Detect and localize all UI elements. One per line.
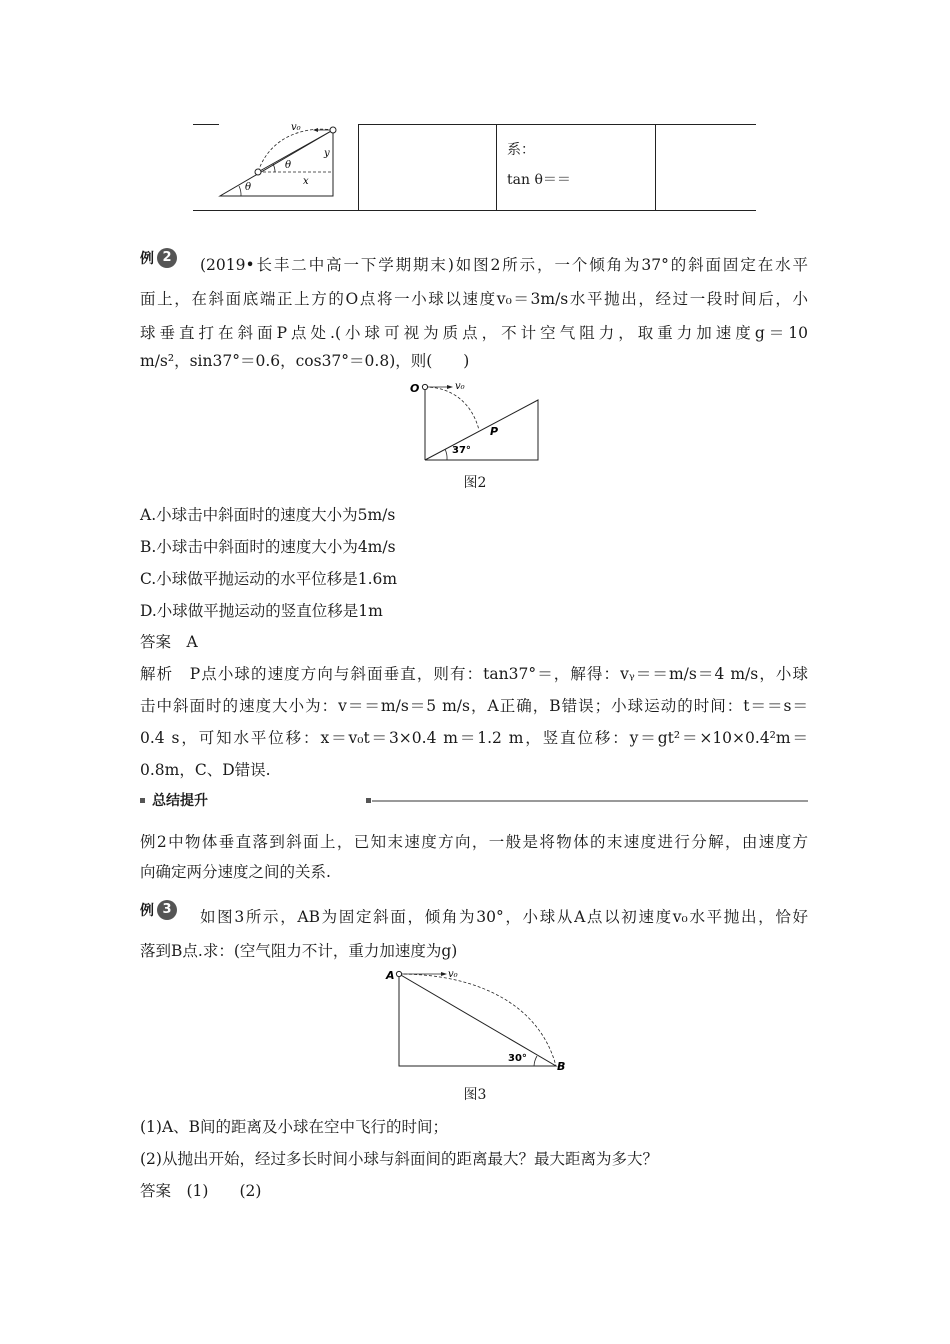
figure-3-diagram xyxy=(380,966,575,1078)
fig3-A-label: A xyxy=(386,969,395,982)
table-cell-text-line1: 系： xyxy=(507,142,535,158)
answer-example-3: 答案 (1) (2) xyxy=(140,1182,262,1200)
option-c: C.小球做平抛运动的水平位移是1.6m xyxy=(140,570,398,588)
example-2-badge xyxy=(140,248,177,268)
answer-example-2: 答案 A xyxy=(140,633,198,651)
fig1-x-label: x xyxy=(303,176,309,187)
fig1-y-label: y xyxy=(324,148,330,159)
example-2-line-2: 面上，在斜面底端正上方的O点将一小球以速度v₀＝3m/s水平抛出，经过一段时间后，小 xyxy=(140,290,808,308)
analysis-line-4: 0.8m，C、D错误. xyxy=(140,761,271,779)
table-top-rule-right xyxy=(358,124,756,125)
table-col-divider-2 xyxy=(496,124,497,211)
example-label: 例 xyxy=(140,903,154,919)
fig2-angle-label: 37° xyxy=(452,445,471,456)
example-3-line-1: 如图3所示，AB为固定斜面，倾角为30°，小球从A点以初速度v₀水平抛出，恰好 xyxy=(200,908,808,926)
example-number: 2 xyxy=(157,248,177,268)
summary-line-1: 例2中物体垂直落到斜面上，已知末速度方向，一般是将物体的末速度进行分解，由速度方 xyxy=(140,833,808,851)
question-2: (2)从抛出开始，经过多长时间小球与斜面间的距离最大？最大距离为多大？ xyxy=(140,1150,658,1168)
table-col-divider-3 xyxy=(655,124,656,211)
figure-3-caption: 图3 xyxy=(463,1087,487,1103)
summary-left-marker xyxy=(140,798,145,803)
example-3-line-2: 落到B点.求：(空气阻力不计，重力加速度为g) xyxy=(140,942,458,960)
fig3-v0-label: v₀ xyxy=(448,969,458,980)
fig3-B-label: B xyxy=(557,1060,566,1073)
fig2-P-label: P xyxy=(490,425,499,438)
fig2-O-label: O xyxy=(410,382,420,395)
summary-rule xyxy=(372,800,808,802)
analysis-line-1: 解析 P点小球的速度方向与斜面垂直，则有：tan37°＝，解得：vᵧ＝＝m/s＝4 m/s，小球 xyxy=(140,665,808,683)
analysis-line-2: 击中斜面时的速度大小为：v＝＝m/s＝5 m/s，A正确，B错误；小球运动的时间：t＝＝s＝ xyxy=(140,697,808,715)
example-2-line-3: 球垂直打在斜面P点处.(小球可视为质点，不计空气阻力，取重力加速度g＝10 xyxy=(140,324,808,342)
table-cell-text-line2: tan θ＝＝ xyxy=(507,172,571,188)
fig1-theta-top-label: θ xyxy=(285,160,292,171)
option-d: D.小球做平抛运动的竖直位移是1m xyxy=(140,602,383,620)
fig3-angle-label: 30° xyxy=(508,1053,527,1064)
summary-title: 总结提升 xyxy=(152,793,208,809)
table-bottom-rule xyxy=(193,210,756,211)
fig1-v0-label: v₀ xyxy=(291,122,301,133)
question-1: (1)A、B间的距离及小球在空中飞行的时间； xyxy=(140,1118,449,1136)
incline-figure xyxy=(215,118,355,200)
example-2-line-1: (2019•长丰二中高一下学期期末)如图2所示，一个倾角为37°的斜面固定在水平 xyxy=(200,256,808,274)
example-2-line-4: m/s²，sin37°＝0.6，cos37°＝0.8)，则( ) xyxy=(140,352,470,370)
option-b: B.小球击中斜面时的速度大小为4m/s xyxy=(140,538,396,556)
example-number: 3 xyxy=(157,900,177,920)
summary-line-2: 向确定两分速度之间的关系. xyxy=(140,863,331,881)
figure-2-diagram xyxy=(400,373,545,465)
figure-2-caption: 图2 xyxy=(463,475,487,491)
fig2-v0-label: v₀ xyxy=(455,381,465,392)
option-a: A.小球击中斜面时的速度大小为5m/s xyxy=(140,506,396,524)
summary-right-marker xyxy=(366,798,371,803)
example-label: 例 xyxy=(140,251,154,267)
example-3-badge xyxy=(140,900,177,920)
summary-heading xyxy=(140,792,808,810)
fig1-theta-bottom-label: θ xyxy=(245,182,252,193)
table-col-divider-1 xyxy=(358,124,359,211)
analysis-line-3: 0.4 s，可知水平位移：x＝v₀t＝3×0.4 m＝1.2 m，竖直位移：y＝gt²＝×10×0.4²m＝ xyxy=(140,729,808,747)
